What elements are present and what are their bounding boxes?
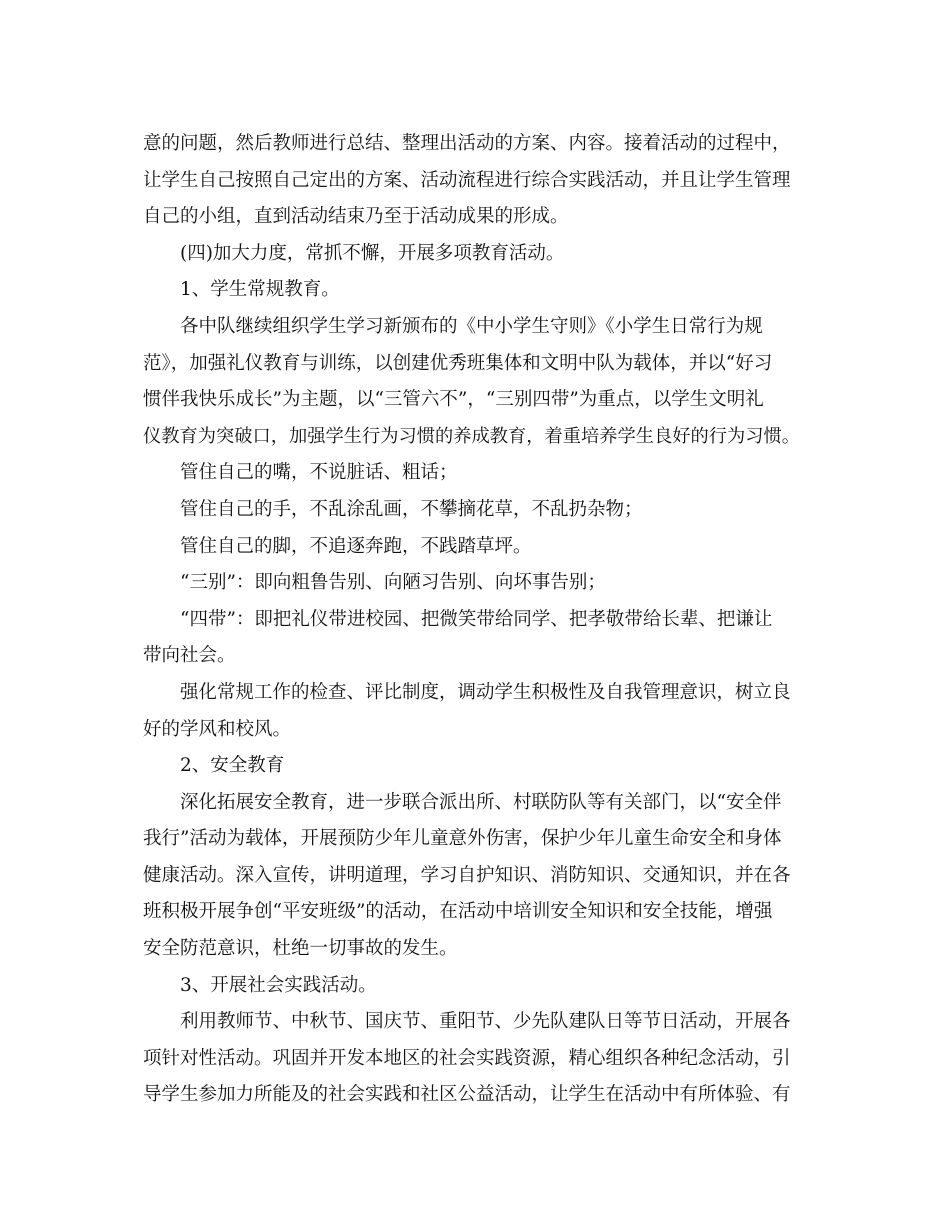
text-line: 安全防范意识，杜绝一切事故的发生。 xyxy=(143,938,458,960)
text-line: 仪教育为突破口，加强学生行为习惯的养成教育，着重培养学生良好的行为习惯。 xyxy=(143,425,800,447)
text-line: 导学生参加力所能及的社会实践和社区公益活动，让学生在活动中有所体验、有 xyxy=(143,1084,791,1106)
subsection-heading: 2、安全教育 xyxy=(180,755,285,777)
text-line: 健康活动。深入宣传，讲明道理，学习自护知识、消防知识、交通知识，并在各 xyxy=(143,864,791,886)
document-body xyxy=(143,126,807,1114)
text-line: 强化常规工作的检查、评比制度，调动学生积极性及自我管理意识，树立良 xyxy=(180,681,791,703)
text-line: 管住自己的脚，不追逐奔跑，不践踏草坪。 xyxy=(180,535,532,557)
text-line: 自己的小组，直到活动结束乃至于活动成果的形成。 xyxy=(143,206,569,228)
text-line: 管住自己的嘴，不说脏话、粗话； xyxy=(180,462,458,484)
text-line: 利用教师节、中秋节、国庆节、重阳节、少先队建队日等节日活动，开展各 xyxy=(180,1011,791,1033)
text-line: 带向社会。 xyxy=(143,645,236,667)
text-line: “四带”：即把礼仪带进校园、把微笑带给同学、把孝敬带给长辈、把谦让 xyxy=(180,608,773,630)
text-line: “三别”：即向粗鲁告别、向陋习告别、向坏事告别； xyxy=(180,572,606,594)
text-line: 深化拓展安全教育，进一步联合派出所、村联防队等有关部门，以“安全伴 xyxy=(180,791,782,813)
text-line: 班积极开展争创“平安班级”的活动，在活动中培训安全知识和安全技能，增强 xyxy=(143,901,773,923)
text-line: 好的学风和校风。 xyxy=(143,718,292,740)
section-heading: (四)加大力度，常抓不懈，开展多项教育活动。 xyxy=(180,242,565,264)
text-line: 项针对性活动。巩固并开发本地区的社会实践资源，精心组织各种纪念活动，引 xyxy=(143,1047,791,1069)
subsection-heading: 1、学生常规教育。 xyxy=(180,279,340,301)
text-line: 各中队继续组织学生学习新颁布的《中小学生守则》《小学生日常行为规 xyxy=(180,315,763,337)
subsection-heading: 3、开展社会实践活动。 xyxy=(180,974,377,996)
text-line: 范》，加强礼仪教育与训练，以创建优秀班集体和文明中队为载体，并以“好习 xyxy=(143,352,773,374)
text-line: 意的问题，然后教师进行总结、整理出活动的方案、内容。接着活动的过程中， xyxy=(143,133,791,154)
text-line: 让学生自己按照自己定出的方案、活动流程进行综合实践活动，并且让学生管理 xyxy=(143,169,791,191)
text-line: 我行”活动为载体，开展预防少年儿童意外伤害，保护少年儿童生命安全和身体 xyxy=(143,828,782,850)
text-line: 惯伴我快乐成长”为主题，以“三管六不”，“三别四带”为重点，以学生文明礼 xyxy=(143,389,764,411)
text-line: 管住自己的手，不乱涂乱画，不攀摘花草，不乱扔杂物； xyxy=(180,498,643,520)
